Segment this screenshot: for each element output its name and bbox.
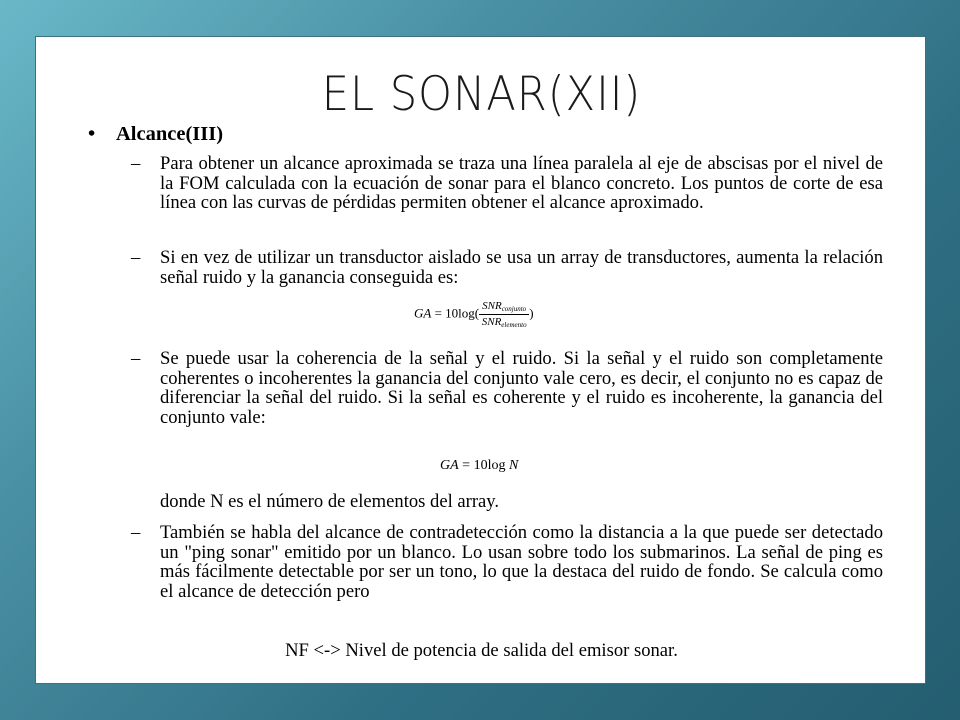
numerator-subscript: conjunto: [501, 305, 527, 313]
dash-marker: –: [131, 153, 141, 174]
note-n-elements: donde N es el número de elementos del array.: [160, 491, 500, 512]
dash-marker: –: [131, 247, 141, 268]
bullet-heading: [88, 123, 223, 146]
formula-close: ): [529, 305, 534, 321]
numerator-symbol: SNR: [482, 300, 502, 312]
list-item-4: [131, 523, 883, 601]
denominator-subscript: elemento: [501, 321, 527, 329]
formula-eq: = 10log(: [431, 305, 480, 321]
list-item-text: Si en vez de utilizar un transductor aislado se usa un array de transductores, aumenta la relación señal ruido y la ganancia conseguida es:: [160, 247, 883, 288]
dash-marker: –: [131, 522, 141, 543]
formula-fraction: [479, 300, 529, 329]
list-item-3: [131, 349, 883, 427]
denominator-symbol: SNR: [481, 316, 502, 328]
list-item-text: Se puede usar la coherencia de la señal y el ruido. Si la señal y el ruido son completamente coherentes o incoherentes la ganancia del conjunto vale cero, es decir, el conjunto no es capaz de diferenciar la señal del ruido. Si la señal es coherente y el ruido es incoherente, la ganancia del conjunto vale:: [160, 348, 883, 428]
dash-marker: –: [131, 348, 141, 369]
list-item-1: [131, 154, 883, 213]
slide-panel: [35, 36, 926, 684]
formula-coherent-gain: [440, 458, 518, 474]
formula-variable: N: [508, 458, 519, 473]
bullet-marker: •: [88, 123, 96, 145]
list-item-text: También se habla del alcance de contradetección como la distancia a la que puede ser detectado un "ping sonar" emitido por un blanco. Lo usan sobre todo los submarinos. La señal de ping es más fácilmente detectable por ser un tono, lo que la destaca del ruido de fondo. Se calcula como el alcance de detección pero: [160, 522, 883, 602]
list-item-text: Para obtener un alcance aproximada se traza una línea paralela al eje de abscisas por el nivel de la FOM calculada con la ecuación de sonar para el blanco concreto. Los puntos de corte de esa línea con las curvas de pérdidas permiten obtener el alcance aproximado.: [160, 153, 883, 213]
fraction-denominator: [479, 315, 529, 329]
formula-lhs: GA: [440, 458, 459, 473]
fraction-numerator: [479, 300, 529, 315]
bullet-label: Alcance(III): [116, 123, 224, 145]
list-item-2: [131, 248, 883, 287]
formula-eq: = 10log: [458, 458, 509, 473]
slide-title: EL SONAR(XII): [321, 67, 642, 122]
formula-array-gain: [414, 300, 534, 329]
final-line: NF <-> Nivel de potencia de salida del emisor sonar.: [285, 640, 678, 661]
formula-lhs: GA: [414, 305, 432, 321]
